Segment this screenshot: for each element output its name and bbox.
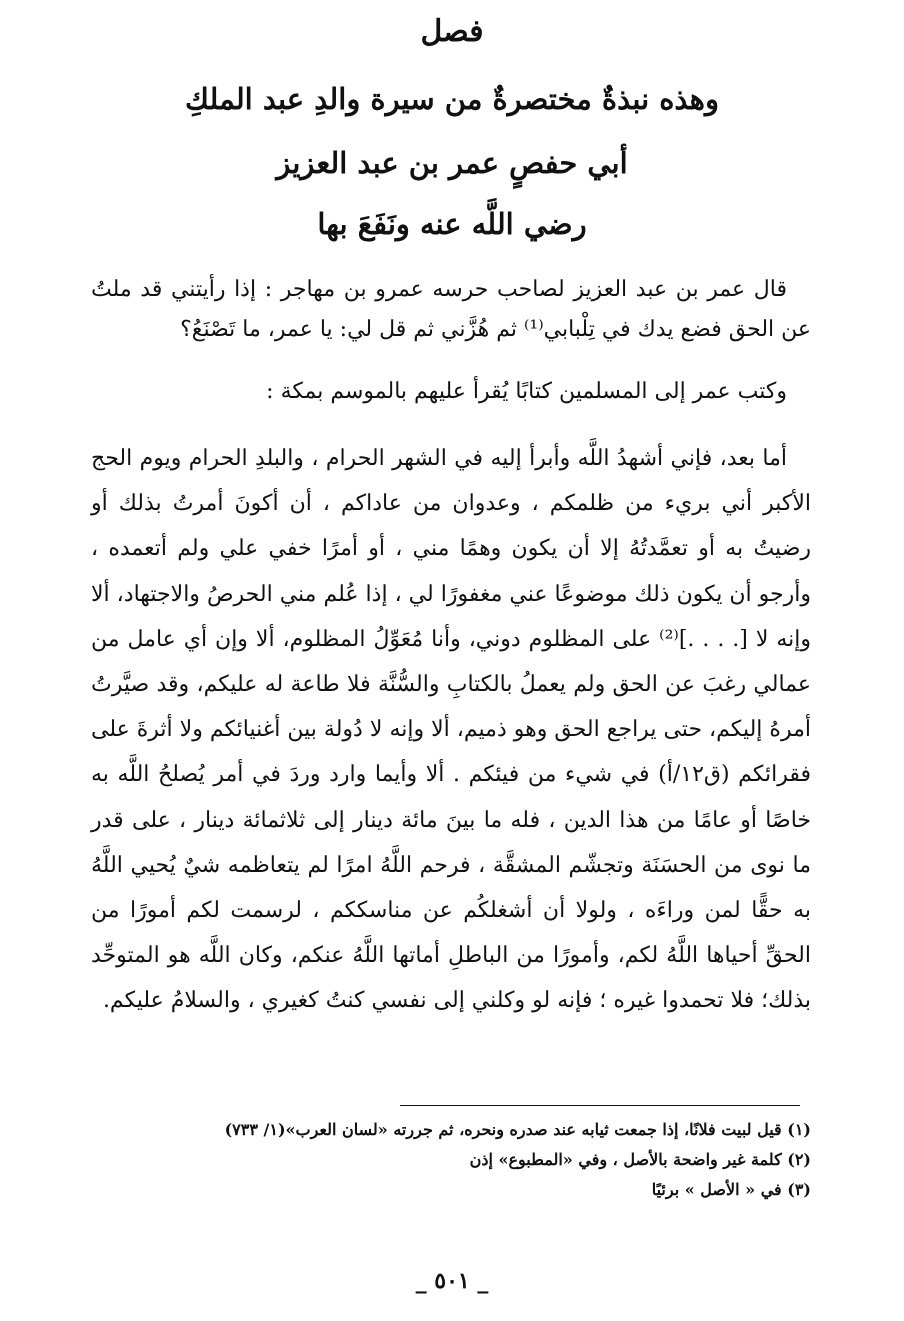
footnotes [91, 1115, 811, 1205]
footnote-divider [400, 1105, 800, 1106]
footnote-2: (٢) كلمة غير واضحة بالأصل ، وفي «المطبوع» إذن [469, 1150, 811, 1169]
title-line-2: أبي حفصٍ عمر بن عبد العزيز [276, 146, 628, 180]
footnote-3: (٣) في « الأصل » برئيًا [651, 1180, 811, 1199]
intro-paragraph: قال عمر بن عبد العزيز لصاحب حرسه عمرو بن مهاجر : إذا رأيتني قد ملتُ عن الحق فضع يدك في تِلْبابي⁽¹⁾ ثم هُزَّني ثم قل لي: يا عمر، ما تَصْنَعُ؟ [91, 277, 811, 342]
chapter-heading: فصل [420, 14, 484, 49]
title-line-1: وهذه نبذةٌ مختصرةٌ من سيرة والدِ عبد الملكِ [185, 82, 719, 116]
title-line-3: رضي اللَّه عنه ونَفَعَ بها [317, 207, 587, 241]
footnote-1: (١) قيل لبيت فلانًا، إذا جمعت ثيابه عند صدره ونحره، ثم جررته «لسان العرب»(١/ ٧٣٣) [224, 1120, 811, 1139]
intro-paragraph-2: وكتب عمر إلى المسلمين كتابًا يُقرأ عليهم بالموسم بمكة : [266, 379, 787, 404]
page-number: _ ٥٠١ _ [415, 1268, 489, 1294]
letter-paragraph: أما بعد، فإني أشهدُ اللَّه وأبرأ إليه في الشهر الحرام ، والبلدِ الحرام ويوم الحج الأكبر أني بريء من ظلمكم ، وعدوان من عاداكم ، أن أكونَ أمرتُ بذلك أو رضيتُ به أو تعمَّدتُهُ إلا أن يكون وهمًا مني ، أو أمرًا خفي علي ولم أتعمده ، وأرجو أن يكون ذلك موضوعًا عني مغفورًا لي ، إذا عُلم مني الحرصُ والاجتهاد، ألا وإنه لا [. . . .]⁽²⁾ على المظلوم دوني، وأنا مُعَوِّلُ المظلوم، ألا وإن أي عامل من عمالي رغبَ عن الحق ولم يعملُ بالكتابِ والسُّنَّة فلا طاعة له عليكم، وقد صيَّرتُ أمرهُ إليكم، حتى يراجع الحق وهو ذميم، ألا وإنه لا دُولة بين أغنيائكم ولا أثرةَ على فقرائكم (ق١٢/أ) في شيء من فيئكم . ألا وأيما وارد وردَ في أمر يُصلحُ اللَّه به خاصًا أو عامًا من هذا الدين ، فله ما بينَ مائة دينار إلى ثلاثمائة دينار ، على قدر ما نوى من الحسَنَة وتجشّم المشقَّة ، فرحم اللَّهُ امرًا لم يتعاظمه شيٌ يُحيي اللَّهُ به حقًّا لمن وراءَه ، ولولا أن أشغلكُم عن مناسككم ، لرسمت لكم أمورًا من الحقِّ أحياها اللَّهُ لكم، وأمورًا من الباطلِ أماتها اللَّهُ عنكم، وكان اللَّه هو المتوحِّد بذلك؛ فلا تحمدوا غيره ؛ فإنه لو وكلني إلى نفسي كنتُ كغيري ، والسلامُ عليكم. [91, 446, 812, 1014]
